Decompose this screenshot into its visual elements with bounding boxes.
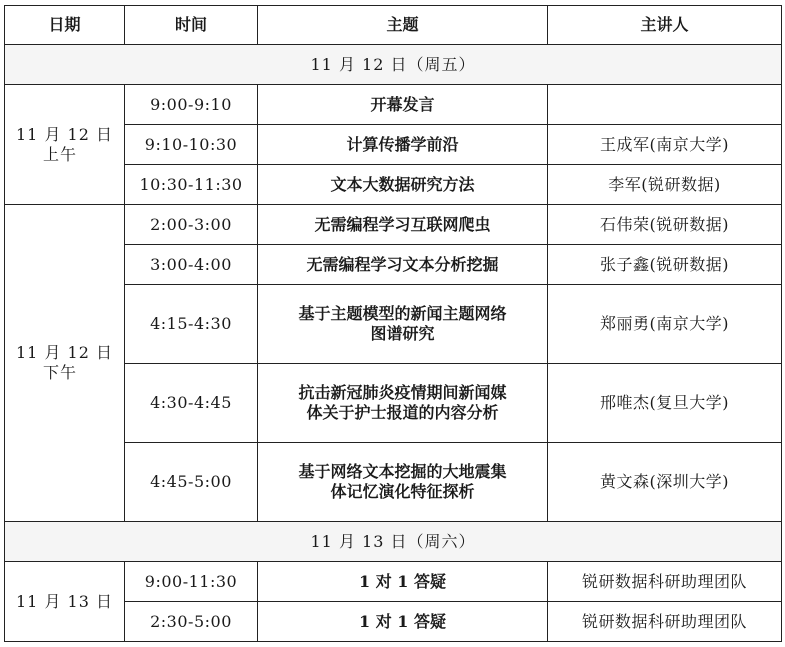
period-text: 下午	[43, 363, 78, 382]
date-cell-afternoon	[5, 205, 125, 522]
topic-cell	[258, 364, 548, 443]
date-cell-day2: 11 月 13 日	[5, 562, 125, 642]
date-text: 11 月 12 日	[16, 124, 113, 144]
day-row-1	[5, 45, 782, 85]
topic-line: 图谱研究	[370, 324, 435, 343]
topic-cell: 1 对 1 答疑	[258, 602, 548, 642]
time-cell: 9:10-10:30	[125, 125, 258, 165]
speaker-cell: 黄文森(深圳大学)	[548, 443, 782, 522]
header-row	[5, 6, 782, 45]
topic-cell: 无需编程学习文本分析挖掘	[258, 245, 548, 285]
speaker-cell	[548, 85, 782, 125]
speaker-cell: 郑丽勇(南京大学)	[548, 285, 782, 364]
table-row	[5, 562, 782, 602]
topic-cell: 1 对 1 答疑	[258, 562, 548, 602]
speaker-cell: 锐研数据科研助理团队	[548, 562, 782, 602]
topic-cell	[258, 285, 548, 364]
day-row-2	[5, 522, 782, 562]
date-text: 11 月 12 日	[16, 343, 113, 362]
time-cell: 3:00-4:00	[125, 245, 258, 285]
topic-line: 基于主题模型的新闻主题网络	[298, 304, 507, 323]
header-date: 日期	[5, 6, 125, 45]
topic-cell	[258, 443, 548, 522]
table-row	[5, 205, 782, 245]
time-cell: 4:30-4:45	[125, 364, 258, 443]
topic-cell: 文本大数据研究方法	[258, 165, 548, 205]
time-cell: 2:30-5:00	[125, 602, 258, 642]
period-text: 上午	[43, 144, 78, 164]
speaker-cell: 张子鑫(锐研数据)	[548, 245, 782, 285]
time-cell: 9:00-9:10	[125, 85, 258, 125]
header-speaker: 主讲人	[548, 6, 782, 45]
header-topic: 主题	[258, 6, 548, 45]
speaker-cell: 李军(锐研数据)	[548, 165, 782, 205]
speaker-cell: 王成军(南京大学)	[548, 125, 782, 165]
time-cell: 2:00-3:00	[125, 205, 258, 245]
topic-cell: 无需编程学习互联网爬虫	[258, 205, 548, 245]
day-label-1: 11 月 12 日（周五）	[5, 45, 782, 85]
day-label-2: 11 月 13 日（周六）	[5, 522, 782, 562]
time-cell: 4:15-4:30	[125, 285, 258, 364]
topic-cell: 开幕发言	[258, 85, 548, 125]
header-time: 时间	[125, 6, 258, 45]
time-cell: 9:00-11:30	[125, 562, 258, 602]
speaker-cell: 锐研数据科研助理团队	[548, 602, 782, 642]
topic-line: 基于网络文本挖掘的大地震集	[298, 462, 507, 481]
topic-line: 体记忆演化特征探析	[330, 482, 475, 501]
date-cell-morning	[5, 85, 125, 205]
table-row	[5, 85, 782, 125]
topic-line: 体关于护士报道的内容分析	[306, 403, 499, 422]
speaker-cell: 邢唯杰(复旦大学)	[548, 364, 782, 443]
speaker-cell: 石伟荣(锐研数据)	[548, 205, 782, 245]
topic-cell: 计算传播学前沿	[258, 125, 548, 165]
time-cell: 4:45-5:00	[125, 443, 258, 522]
time-cell: 10:30-11:30	[125, 165, 258, 205]
schedule-table	[4, 5, 782, 642]
topic-line: 抗击新冠肺炎疫情期间新闻媒	[298, 383, 507, 402]
